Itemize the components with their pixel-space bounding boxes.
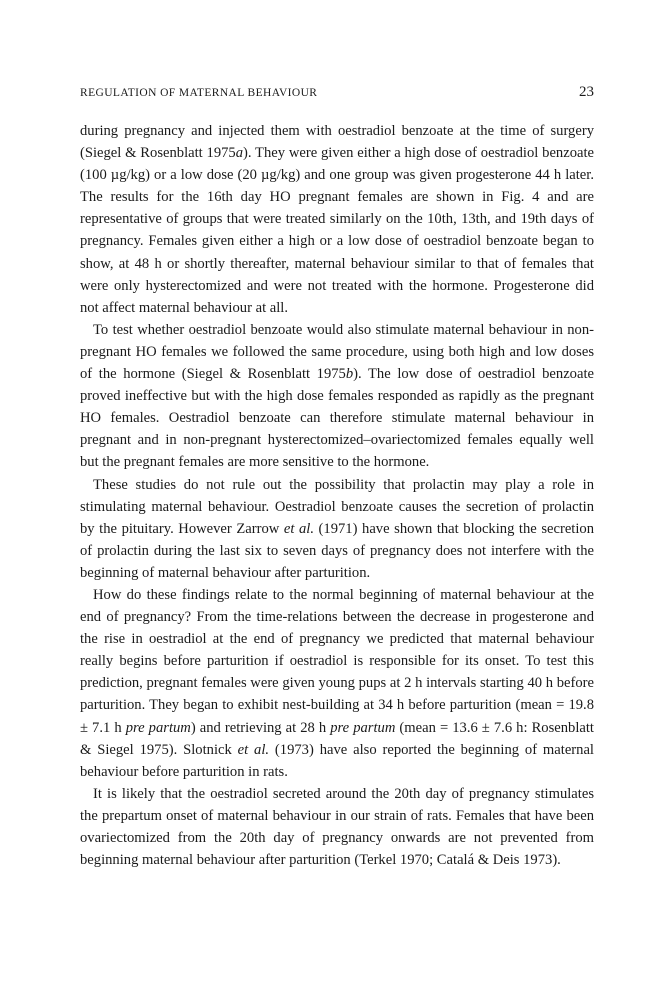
page-header <box>80 84 594 106</box>
body-text <box>80 120 594 871</box>
paragraph: To test whether oestradiol benzoate would also stimulate maternal behaviour in non-pregnant HO females we followed the same procedure, using both high and low doses of the hormone (Siegel & Rosenblatt 1975b). The low dose of oestradiol benzoate proved ineffective but with the high dose females responded as rapidly as the pregnant HO females. Oestradiol benzoate can therefore stimulate maternal behaviour in pregnant and in non-pregnant hysterectomized–ovariectomized females equally well but the pregnant females are more sensitive to the hormone. <box>80 321 594 471</box>
paragraph: These studies do not rule out the possibility that prolactin may play a role in stimulating maternal behaviour. Oestradiol benzoate causes the secretion of prolactin by the pituitary. However Zarrow et al. (1971) have shown that blocking the secretion of prolactin during the last six to seven days of pregnancy does not interfere with the beginning of maternal behaviour after parturition. <box>80 476 595 581</box>
paragraph: It is likely that the oestradiol secreted around the 20th day of pregnancy stimulates the prepartum onset of maternal behaviour in our strain of rats. Females that have been ovariectomized from the 20th day of pregnancy onwards are not prevented from beginning maternal behaviour after parturition (Terkel 1970; Catalá & Deis 1973). <box>80 785 594 869</box>
page <box>80 84 594 871</box>
paragraph: How do these findings relate to the normal beginning of maternal behaviour at the end of pregnancy? From the time-relations between the decrease in progesterone and the rise in oestradiol at the end of pregnancy we predicted that maternal behaviour really begins before parturition if oestradiol is responsible for its onset. To test this prediction, pregnant females were given young pups at 2 h intervals starting 40 h before parturition. They began to exhibit nest-building at 34 h before parturition (mean = 19.8 ± 7.1 h pre partum) and retrieving at 28 h pre partum (mean = 13.6 ± 7.6 h: Rosenblatt & Siegel 1975). Slotnick et al. (1973) have also reported the beginning of maternal behaviour before parturition in rats. <box>80 586 594 780</box>
page-number: 23 <box>579 84 594 100</box>
paragraph: during pregnancy and injected them with oestradiol benzoate at the time of surgery (Siegel & Rosenblatt 1975a). They were given either a high dose of oestradiol benzoate (100 µg/kg) or a low dose (20 µg/kg) and one group was given progesterone 44 h later. The results for the 16th day HO pregnant females are shown in Fig. 4 and are representative of groups that were treated similarly on the 10th, 13th, and 19th days of pregnancy. Females given either a high or a low dose of oestradiol benzoate began to show, at 48 h or shortly thereafter, maternal behaviour similar to that of females that were only hysterectomized and were not treated with the hormone. Progesterone did not affect maternal behaviour at all. <box>80 123 594 316</box>
running-title: REGULATION OF MATERNAL BEHAVIOUR <box>80 87 318 99</box>
